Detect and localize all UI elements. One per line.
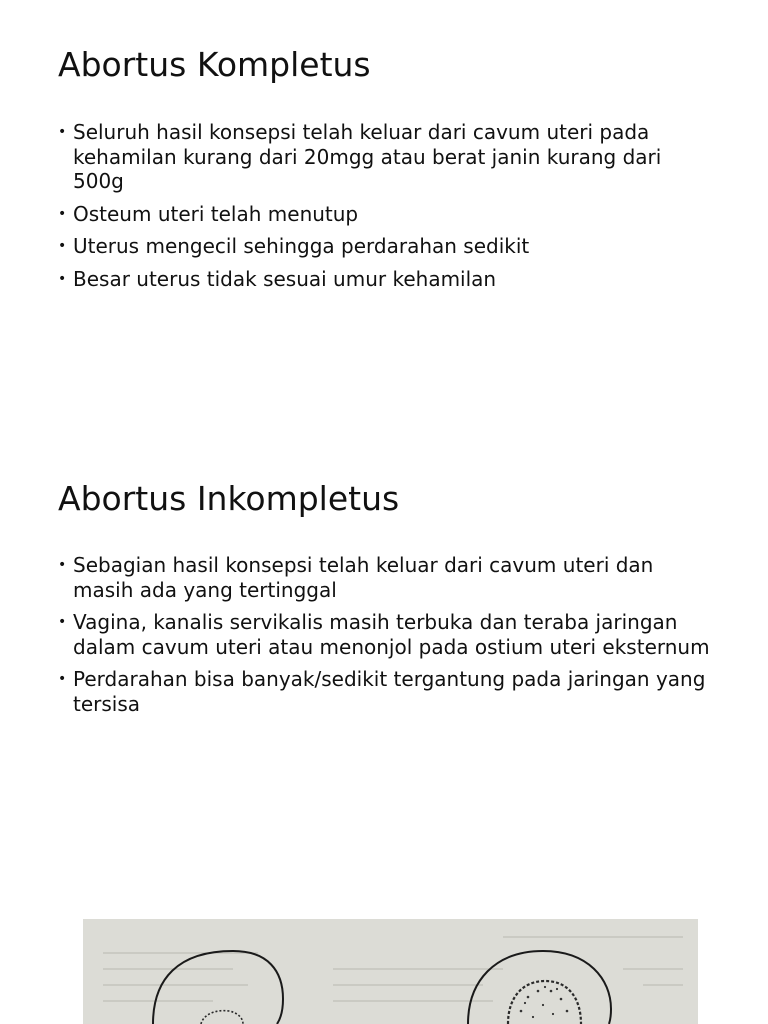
slide-abortus-inkompletus: [0, 432, 768, 864]
bullet-icon: •: [58, 671, 67, 687]
uterus-illustration-icon: [83, 919, 698, 1024]
left-inner-cavity: [201, 1011, 243, 1024]
bullet-text: Perdarahan bisa banyak/sedikit tergantung pada jaringan yang tersisa: [73, 667, 706, 716]
bullet-icon: •: [58, 557, 67, 573]
bullet-item: [58, 202, 718, 227]
bullet-text: Uterus mengecil sehingga perdarahan sedikit: [73, 234, 530, 258]
uterus-illustration-image: [83, 919, 698, 1024]
left-uterus-outline: [153, 951, 283, 1024]
slide-title: Abortus Inkompletus: [58, 479, 400, 518]
bullet-list: [58, 553, 718, 724]
bullet-icon: •: [58, 205, 67, 222]
bullet-icon: •: [58, 614, 67, 630]
bullet-item: [58, 667, 718, 716]
slide-abortus-kompletus: [0, 0, 768, 432]
bullet-item: [58, 553, 718, 602]
bullet-text: Sebagian hasil konsepsi telah keluar dari cavum uteri dan masih ada yang tertinggal: [73, 553, 654, 602]
scanned-text-lines: [103, 937, 683, 1001]
bullet-text: Osteum uteri telah menutup: [73, 201, 359, 226]
bullet-item: [58, 120, 718, 194]
bullet-list: [58, 120, 718, 299]
bullet-icon: •: [58, 124, 67, 140]
bullet-item: [58, 234, 718, 259]
bullet-item: [58, 267, 718, 292]
right-uterus-outline: [468, 951, 611, 1024]
bullet-text: Besar uterus tidak sesuai umur kehamilan: [73, 266, 497, 291]
right-tissue-dots: [520, 986, 569, 1018]
bullet-icon: •: [58, 238, 67, 254]
bullet-icon: •: [58, 270, 67, 287]
bullet-text: Vagina, kanalis servikalis masih terbuka dan teraba jaringan dalam cavum uteri atau menonjol pada ostium uteri eksternum: [73, 610, 710, 659]
bullet-text: Seluruh hasil konsepsi telah keluar dari cavum uteri pada kehamilan kurang dari 20mgg atau berat janin kurang dari 500g: [73, 120, 662, 193]
slide-title: Abortus Kompletus: [58, 45, 371, 84]
bullet-item: [58, 610, 718, 659]
